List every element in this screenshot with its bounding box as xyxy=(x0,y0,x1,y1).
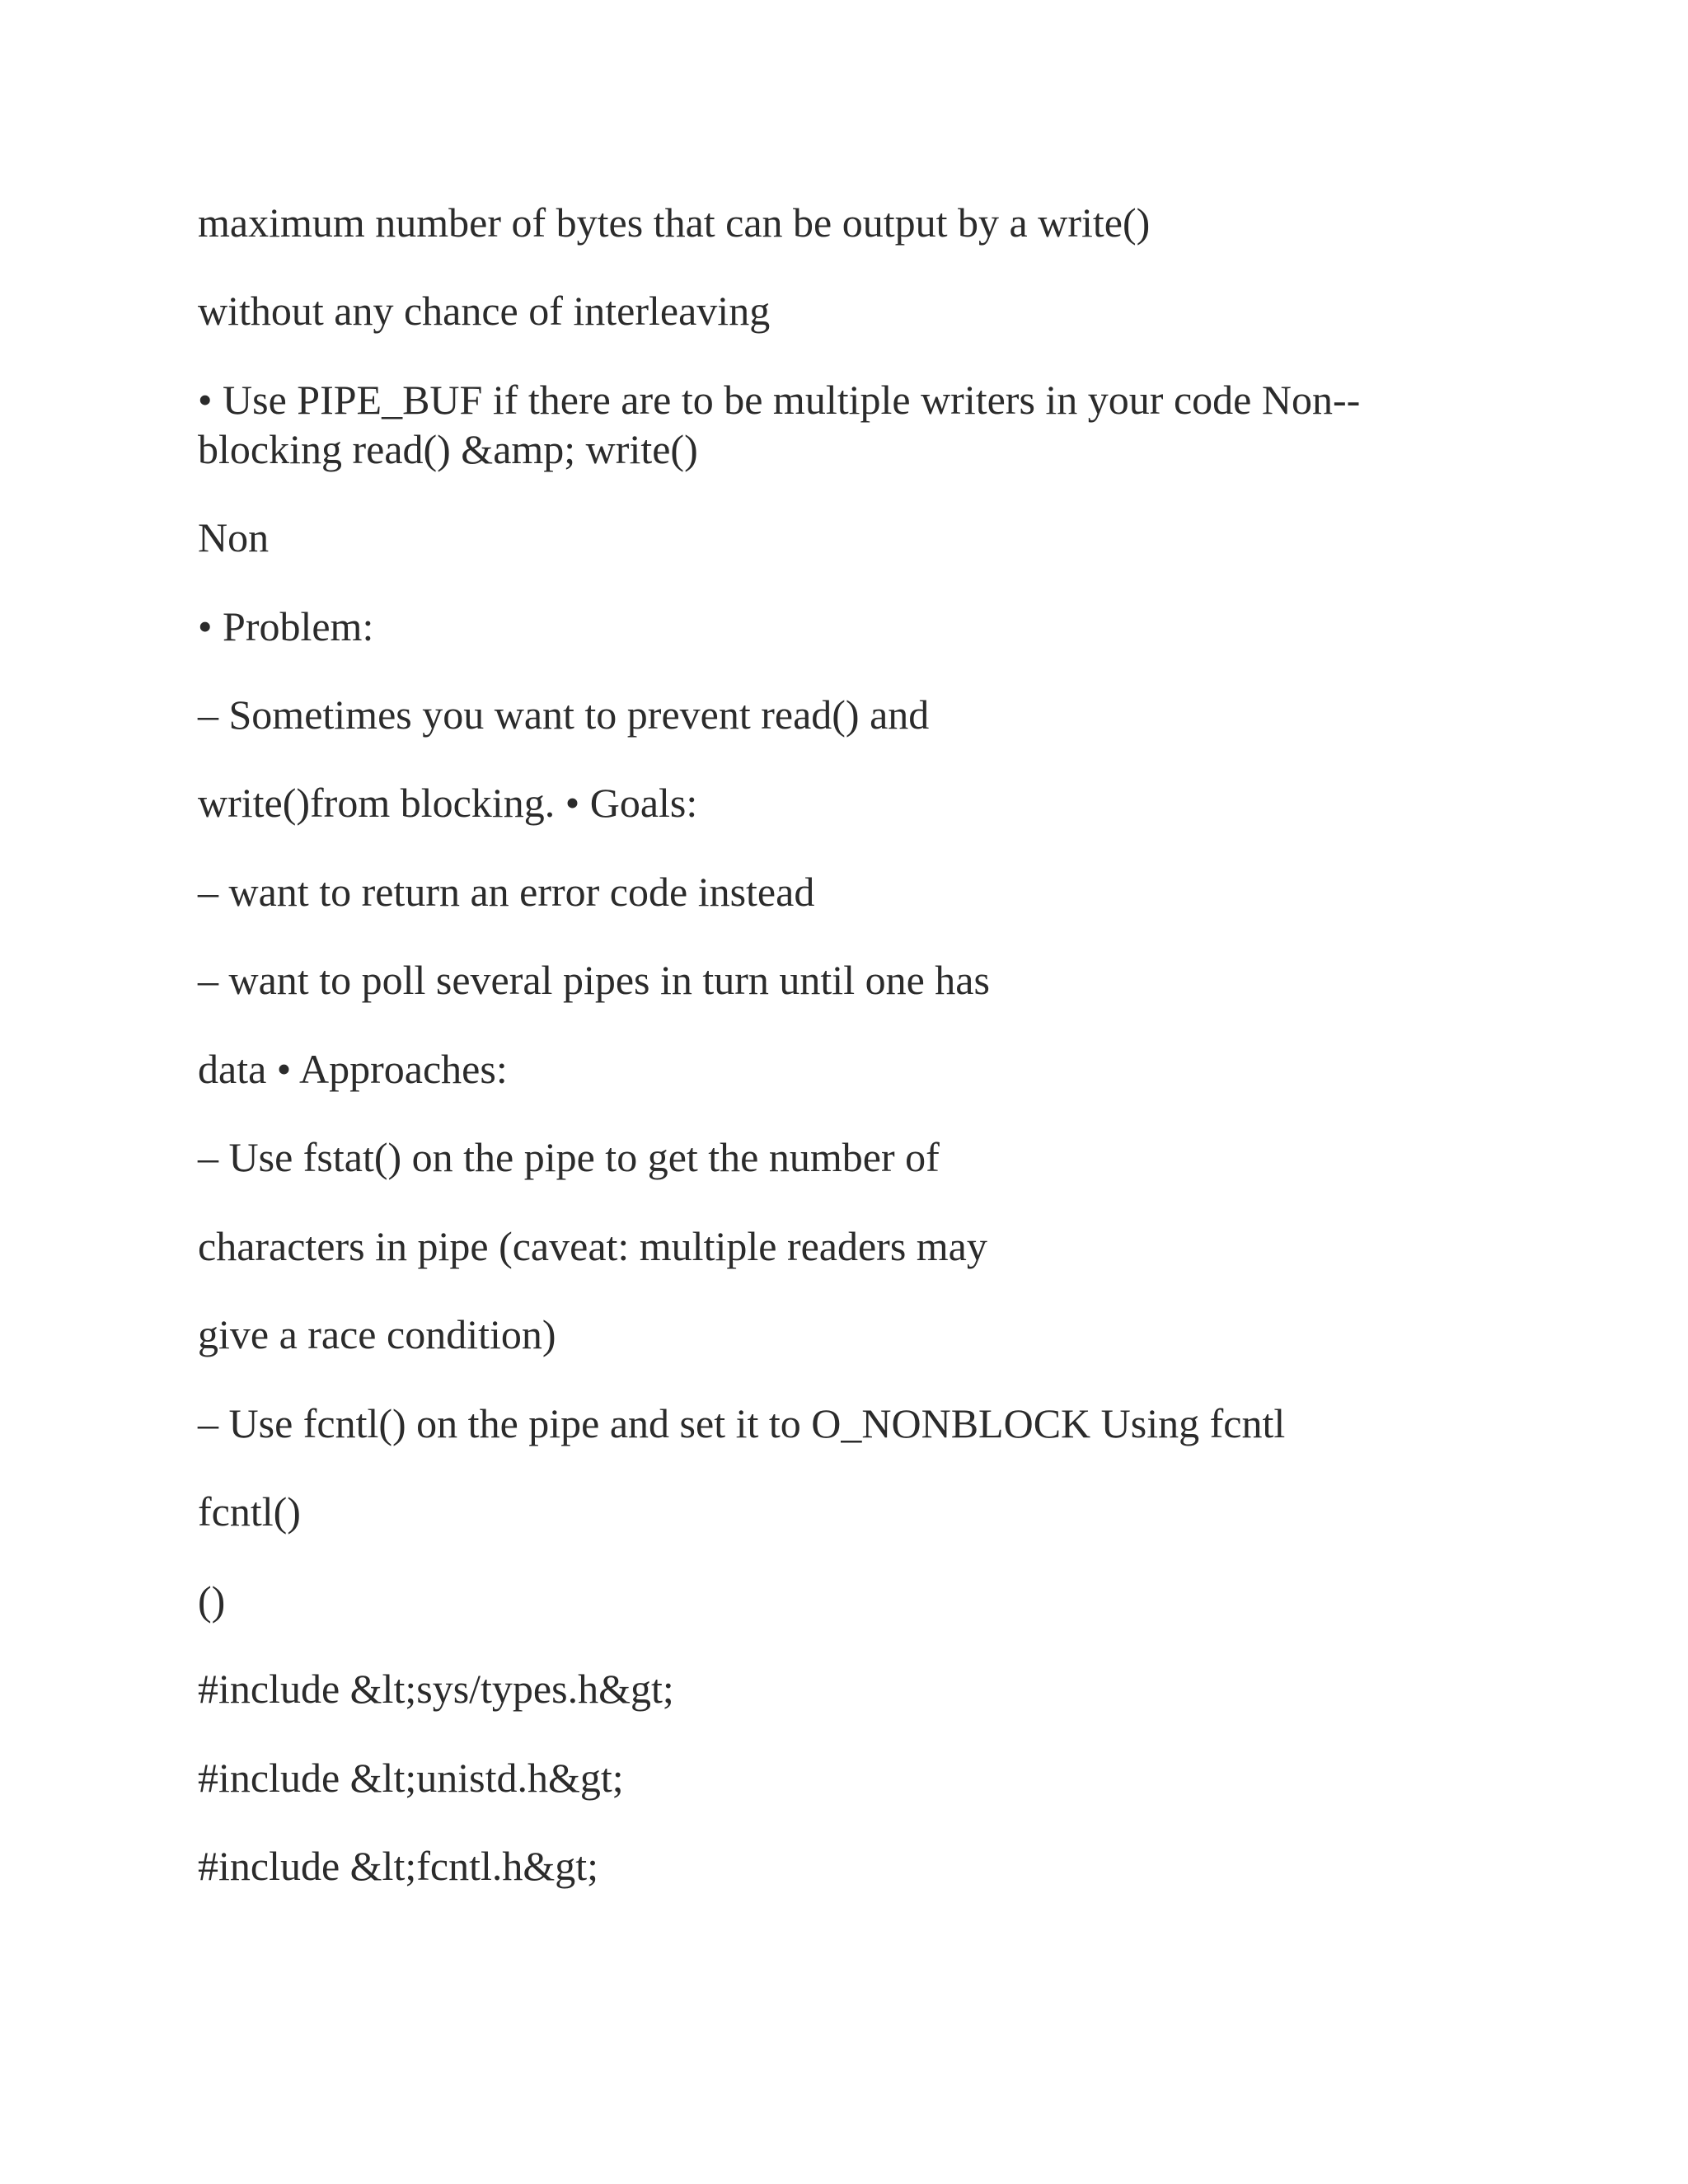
text-line: without any chance of interleaving xyxy=(198,288,771,334)
text-line: – Sometimes you want to prevent read() and xyxy=(198,691,930,738)
text-line: give a race condition) xyxy=(198,1311,556,1357)
text-line: data • Approaches: xyxy=(198,1046,508,1092)
text-line: #include &lt;sys/types.h&gt; xyxy=(198,1666,674,1712)
text-line: Non xyxy=(198,514,270,560)
text-line: – want to poll several pipes in turn until one has xyxy=(198,957,990,1003)
text-line: – Use fcntl() on the pipe and set it to O_NONBLOCK Using fcntl xyxy=(198,1400,1286,1446)
text-line: • Problem: xyxy=(198,603,374,649)
text-line: blocking read() &amp; write() xyxy=(198,426,698,472)
text-line: • Use PIPE_BUF if there are to be multiple writers in your code Non-- xyxy=(198,377,1361,423)
text-line: maximum number of bytes that can be output by a write() xyxy=(198,199,1151,246)
text-line: () xyxy=(198,1577,226,1624)
text-line: #include &lt;fcntl.h&gt; xyxy=(198,1843,599,1889)
text-line: #include &lt;unistd.h&gt; xyxy=(198,1755,624,1801)
text-line: characters in pipe (caveat: multiple readers may xyxy=(198,1223,987,1269)
text-line: – want to return an error code instead xyxy=(198,869,815,915)
text-line: – Use fstat() on the pipe to get the number of xyxy=(198,1134,940,1180)
text-line: fcntl() xyxy=(198,1488,301,1535)
text-line: write()from blocking. • Goals: xyxy=(198,780,698,826)
